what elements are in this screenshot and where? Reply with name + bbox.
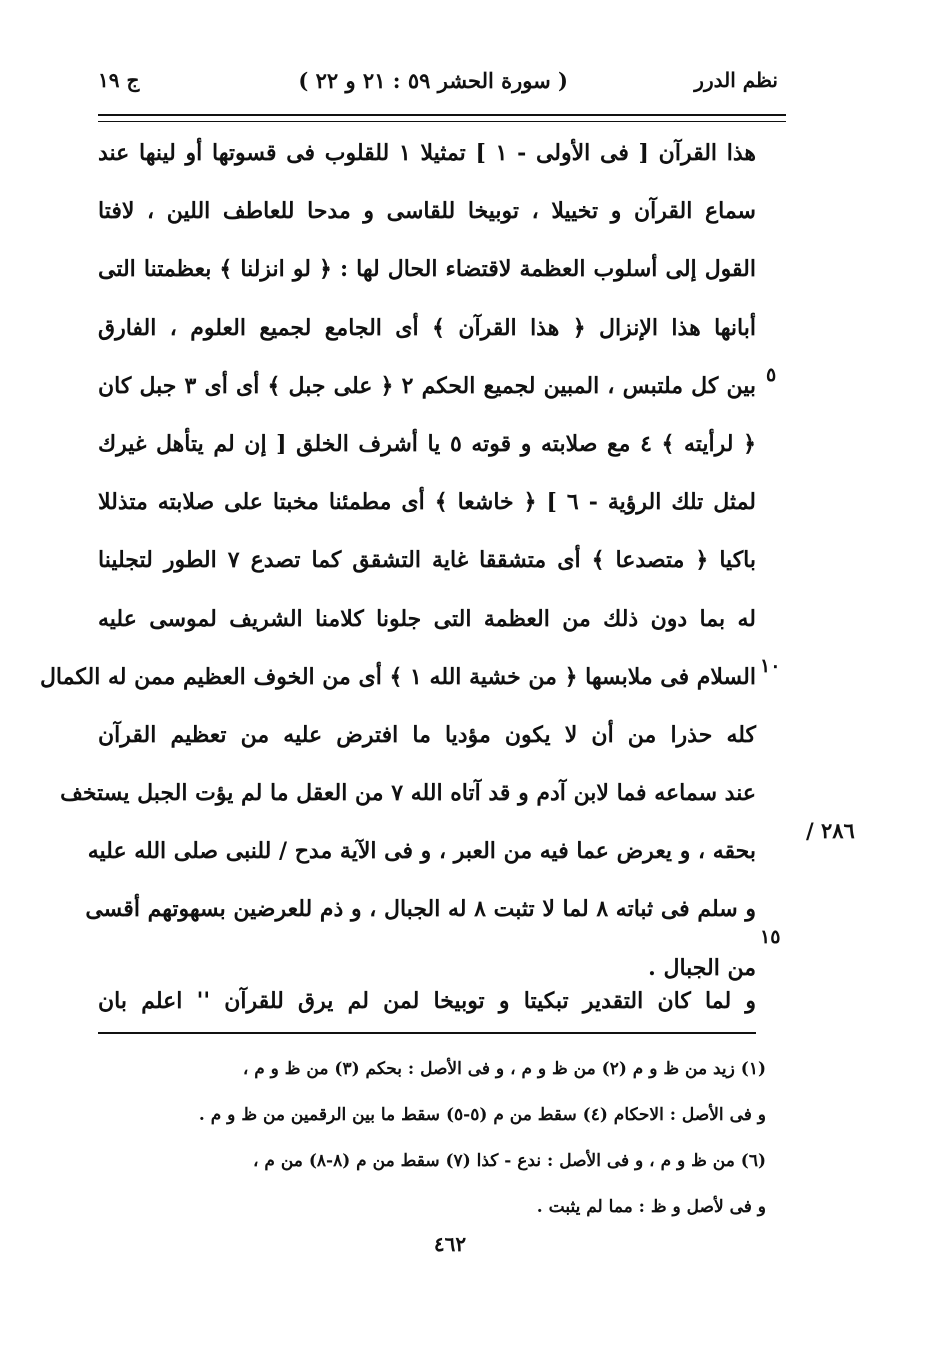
text-line: من الجبال .	[648, 954, 756, 981]
text-line: كله حذرا من أن لا يكون مؤديا ما افترض عليه من تعظيم القرآن	[98, 721, 756, 748]
line-number-10: ١٠	[760, 655, 781, 677]
text-line: ﴿ لرأيته ﴾ ٤ مع صلابته و قوته ٥ يا أشرف الخلق [ إن لم يتأهل غيرك	[98, 430, 757, 457]
text-line: باكيا ﴿ متصدعا ﴾ أى متشققا غاية التشقق كما تصدع ٧ الطور لتجلينا	[98, 547, 756, 574]
text-line: السلام فى ملابسها ﴿ من خشية الله ١ ﴾ أى من الخوف العظيم ممن له الكمال	[39, 663, 756, 690]
text-line: عند سماعه فما لابن آدم و قد آتاه الله ٧ من العقل ما لم يؤت الجبل يستخف	[60, 780, 756, 807]
footnote-rule	[98, 1032, 756, 1034]
running-header	[98, 62, 778, 102]
continuation-line: و لما كان التقدير تبكيتا و توبيخا لمن لم يرق للقرآن '' اعلم بان	[98, 988, 756, 1014]
footnote-line: و فى الأصل : الاحكام (٤) سقط من م (٥-٥) سقط ما بين الرقمين من ظ و م .	[198, 1105, 766, 1125]
text-line: هذا القرآن [ فى الأولى - ١ ] تمثيلا ١ للقلوب فى قسوتها أو لينها عند	[98, 140, 756, 166]
text-line: بحقه ، و يعرض عما فيه من العبر ، و فى الآية مدح / للنبى صلى الله عليه	[87, 838, 756, 865]
footnotes	[98, 1046, 766, 1230]
page-number: ٤٦٢	[433, 1232, 467, 1256]
header-rule-thick	[98, 114, 786, 116]
text-line: القول إلى أسلوب العظمة لاقتضاء الحال لها : ﴿ لو انزلنا ﴾ بعظمتنا التى	[98, 256, 756, 283]
line-number-15: ١٥	[760, 926, 781, 948]
volume-number: ج ١٩	[98, 68, 140, 92]
surah-reference: ( سورة الحشر ٥٩ : ٢١ و ٢٢ )	[298, 68, 568, 93]
footnote-line: (١) زيد من ظ و م (٢) من ظ و م ، و فى الأصل : بحكم (٣) من ظ و م ،	[242, 1059, 766, 1079]
text-line: له بما دون ذلك من العظمة التى جلونا كلامنا الشريف لموسى عليه	[98, 605, 756, 632]
text-line: أبانها هذا الإنزال ﴿ هذا القرآن ﴾ أى الجامع لجميع العلوم ، الفارق	[98, 314, 756, 341]
text-line: سماع القرآن و تخييلا ، توبيخا للقاسى و مدحا للعاطف اللين ، لافتا	[98, 198, 756, 225]
main-text	[39, 124, 757, 997]
text-line: و سلم فى ثباته ٨ لما لا تثبت ٨ له الجبال ، و ذم للعرضين بسهوتهم أقسى	[85, 896, 756, 923]
text-line: بين كل ملتبس ، المبين لجميع الحكم ٢ ﴿ على جبل ﴾ أى أى ٣ جبل كان	[98, 372, 756, 399]
line-number-5: ٥	[766, 364, 777, 386]
footnote-line: و فى لأصل و ظ : مما لم يثبت .	[536, 1197, 766, 1217]
text-line: لمثل تلك الرؤية - ٦ ] ﴿ خاشعا ﴾ أى مطمئنا مخبتا على صلابته متذللا	[98, 489, 756, 516]
manuscript-folio-ref: ٢٨٦ /	[806, 818, 855, 843]
book-title: نظم الدرر	[694, 68, 778, 92]
footnote-line: (٦) من ظ و م ، و فى الأصل : ندع - كذا (٧) سقط من م (٨-٨) من م ،	[253, 1151, 766, 1171]
header-rule-thin	[98, 121, 786, 122]
